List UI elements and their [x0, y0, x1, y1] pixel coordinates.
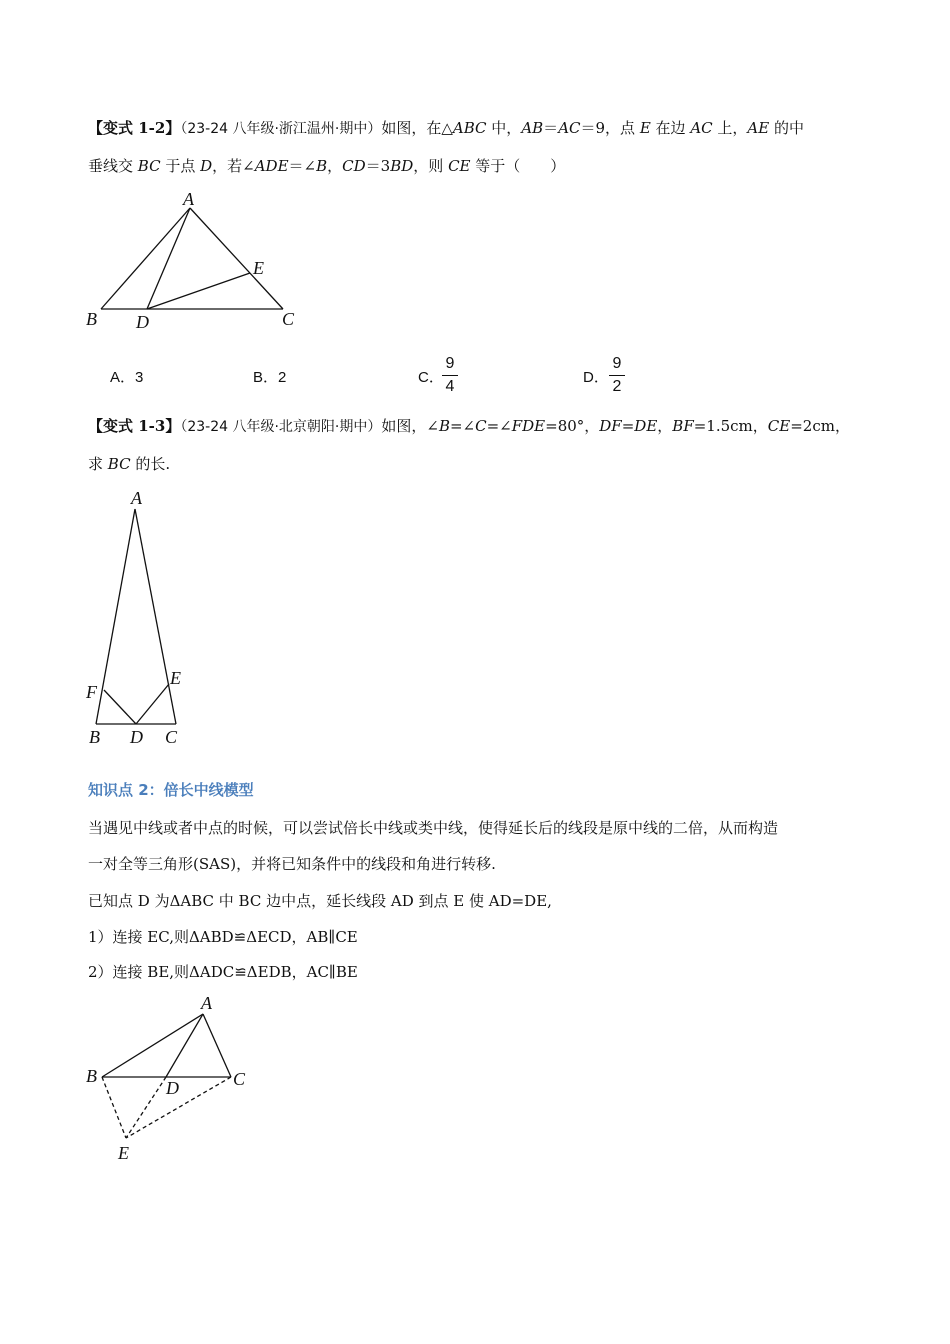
text: ＝ [543, 119, 559, 137]
numerator: 9 [612, 355, 622, 372]
text: =1.5cm， [693, 417, 768, 435]
option-value: 2 [278, 369, 287, 386]
paragraph-line: 已知点 D 为ΔABC 中 BC 边中点，延长线段 AD 到点 E 使 AD=DE, [88, 892, 552, 910]
text: DE [634, 417, 658, 435]
segment-ab [102, 1014, 203, 1077]
denominator: 4 [445, 378, 455, 395]
text: D [200, 157, 213, 175]
problem-tag: 【变式 1-2】 [88, 119, 181, 137]
option-letter: B． [253, 369, 279, 386]
list-item: 1）连接 EC,则ΔABD≌ΔECD，AB∥CE [88, 928, 358, 946]
point-label-a: A [183, 189, 194, 209]
text: ADE [254, 157, 289, 175]
text: AC [558, 119, 581, 137]
figure-median [102, 1014, 231, 1138]
text: FDE [511, 417, 546, 435]
segment-ab [96, 509, 135, 724]
text: BF [672, 417, 694, 435]
point-label-a: A [201, 993, 212, 1013]
point-label-e: E [170, 668, 181, 688]
paragraph-line: 一对全等三角形(SAS)，并将已知条件中的线段和角进行转移. [88, 855, 496, 873]
text: C [475, 417, 487, 435]
text: 于点 [160, 157, 201, 175]
problem-source: （23-24 八年级·北京朝阳·期中） [180, 419, 382, 435]
text: ＝9，点 [580, 119, 640, 137]
text: ABC [452, 119, 487, 137]
segment-be-dashed [102, 1077, 126, 1138]
point-label-b: B [86, 309, 97, 329]
segment-ab [101, 208, 190, 309]
point-label-d: D [136, 312, 149, 332]
text: 求 [88, 455, 108, 473]
text: 在边 [650, 119, 691, 137]
segment-de [136, 684, 169, 724]
text: AC [690, 119, 713, 137]
text: AB [521, 119, 544, 137]
text: 中， [486, 119, 522, 137]
option-value: 3 [135, 369, 144, 386]
point-label-e: E [118, 1143, 129, 1163]
text: B [316, 157, 328, 175]
text: 上， [712, 119, 748, 137]
point-label-e: E [253, 258, 264, 278]
point-label-c: C [165, 727, 178, 747]
segment-de-dashed [126, 1077, 166, 1138]
text: =2cm， [790, 417, 850, 435]
text: 的中 [769, 119, 804, 137]
option-letter: C． [418, 369, 444, 386]
segment-fd [104, 690, 136, 724]
text: DF [599, 417, 622, 435]
segment-ac [203, 1014, 231, 1077]
text: AE [747, 119, 770, 137]
segment-ad [166, 1014, 203, 1077]
point-label-c: C [233, 1069, 246, 1089]
figure-1-3 [96, 509, 176, 724]
text: ，则 [413, 157, 449, 175]
paragraph-line: 当遇见中线或者中点的时候，可以尝试倍长中线或类中线，使得延长后的线段是原中线的二倍，从而构造 [88, 819, 779, 837]
text: =∠ [449, 417, 476, 435]
figure-1-2-labels [86, 189, 295, 332]
segment-de [147, 273, 250, 309]
text: BC [107, 455, 131, 473]
point-label-c: C [282, 309, 295, 329]
text: ，若∠ [212, 157, 255, 175]
section-heading: 知识点 2：倍长中线模型 [88, 781, 254, 799]
segment-ac [135, 509, 176, 724]
problem-source: （23-24 八年级·浙江温州·期中） [180, 121, 382, 137]
point-label-d: D [130, 727, 143, 747]
text: BC [137, 157, 161, 175]
text: B [438, 417, 450, 435]
text: CD [342, 157, 366, 175]
segment-ad [147, 208, 190, 309]
text: = [621, 417, 635, 435]
option-letter: D． [583, 369, 609, 386]
text: CE [448, 157, 471, 175]
point-label-a: A [131, 488, 142, 508]
text: BD [390, 157, 414, 175]
text: E [639, 119, 651, 137]
point-label-f: F [86, 682, 97, 702]
text: ＝∠ [288, 157, 317, 175]
text: =80°， [545, 417, 600, 435]
list-item: 2）连接 BE,则ΔADC≌ΔEDB，AC∥BE [88, 963, 358, 981]
text: 等于（ ） [470, 157, 566, 175]
point-label-b: B [86, 1066, 97, 1086]
text: 的长. [130, 455, 171, 473]
point-label-d: D [166, 1078, 179, 1098]
numerator: 9 [445, 355, 455, 372]
text: CE [767, 417, 791, 435]
text: ， [657, 417, 673, 435]
text: 如图，在△ [381, 119, 453, 137]
text: 垂线交 [88, 157, 138, 175]
text: ＝3 [365, 157, 391, 175]
text: ， [327, 157, 343, 175]
point-label-b: B [89, 727, 100, 747]
segment-ac [190, 208, 283, 309]
text: =∠ [486, 417, 512, 435]
denominator: 2 [612, 378, 622, 395]
figure-median-labels [86, 993, 246, 1163]
problem-tag: 【变式 1-3】 [88, 417, 181, 435]
text: 如图，∠ [381, 417, 439, 435]
option-letter: A． [110, 369, 136, 386]
